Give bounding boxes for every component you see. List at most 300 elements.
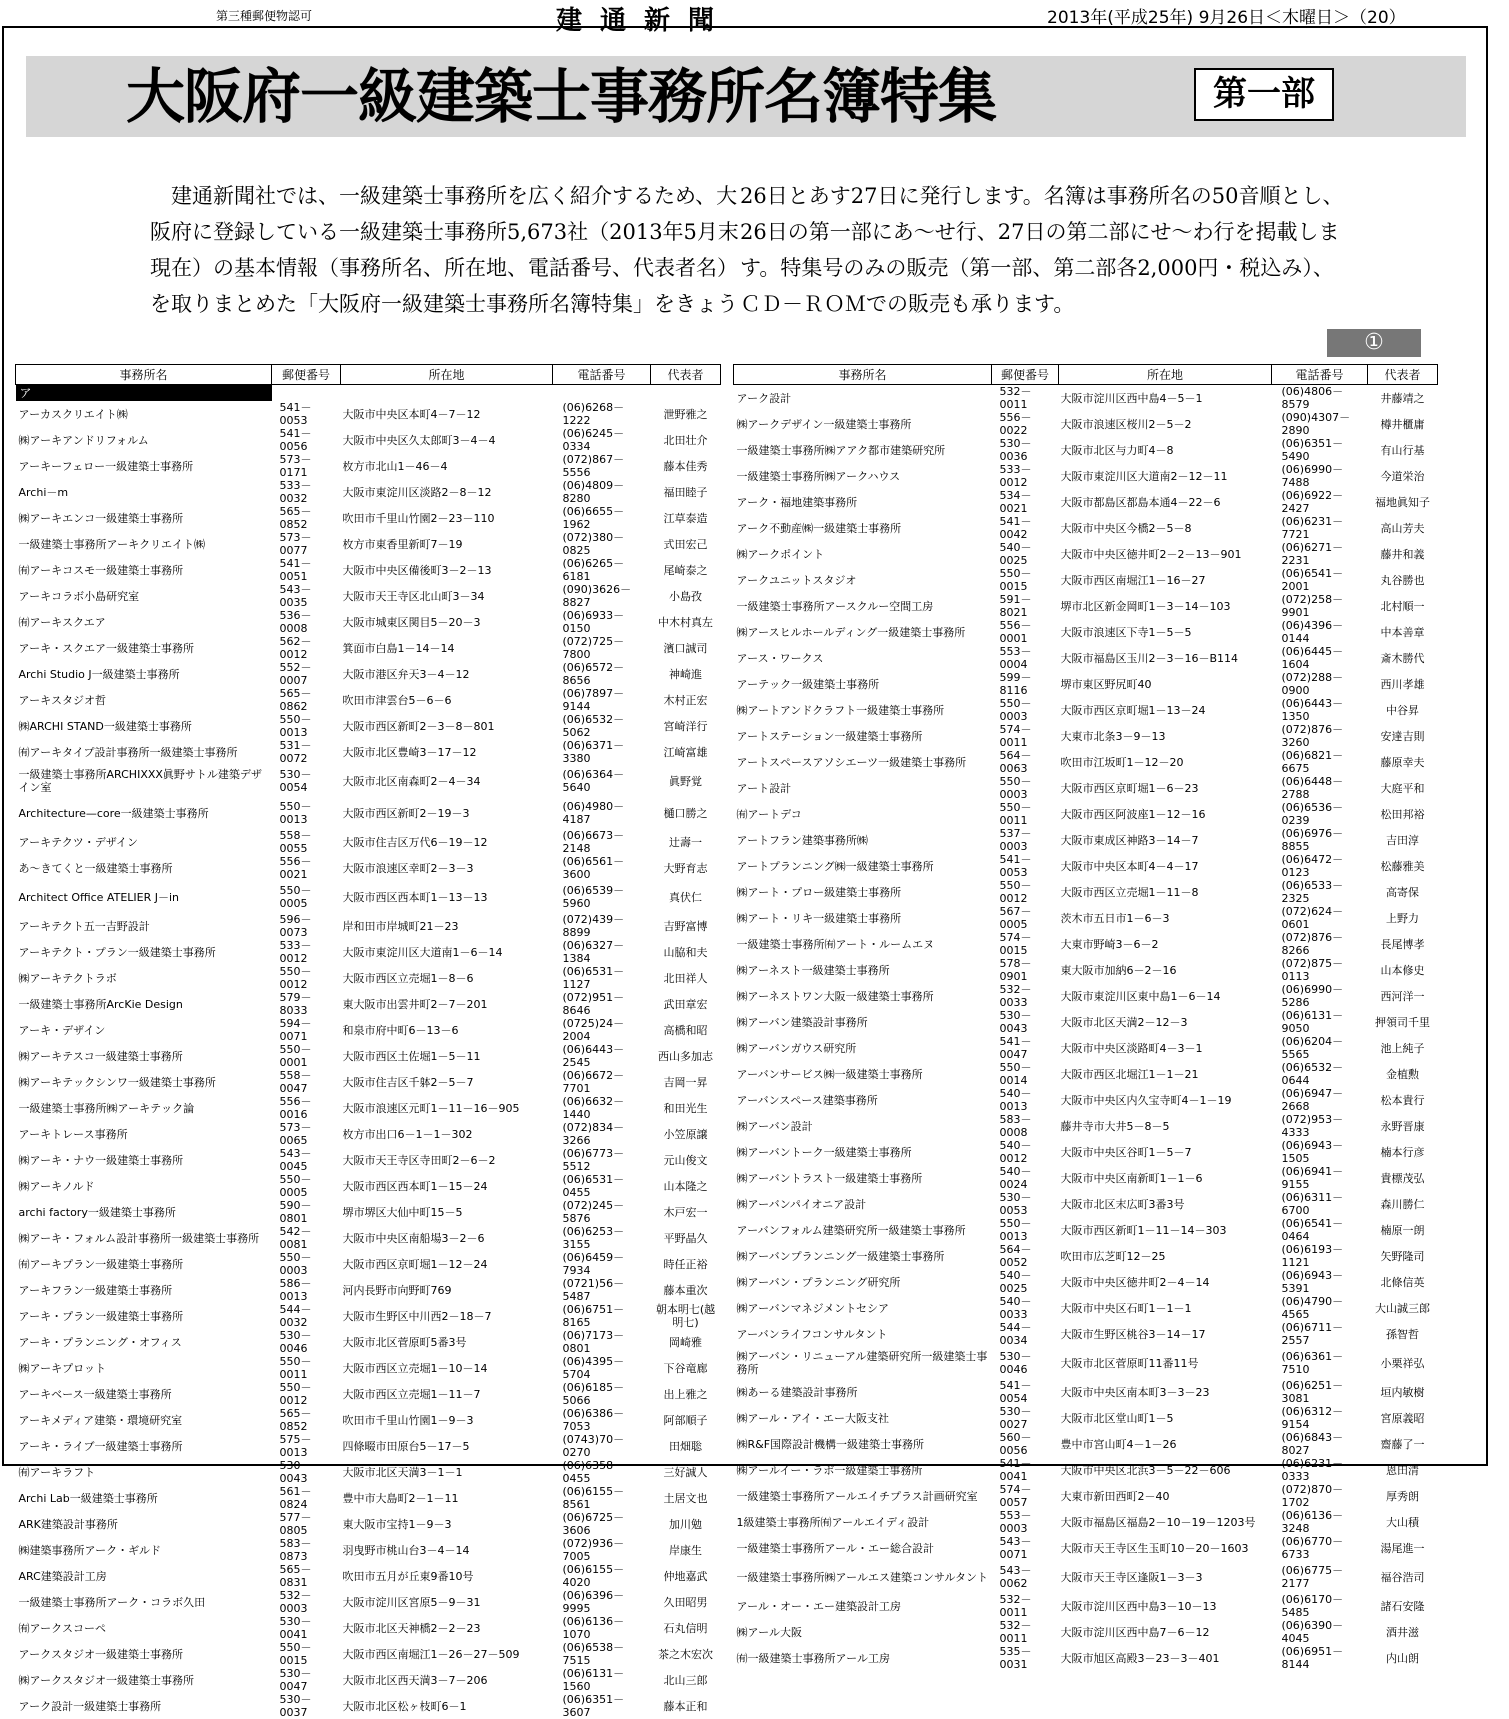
postal-code: 533－0032 bbox=[279, 479, 312, 505]
office-name: アーキ・プラン一級建築士事務所 bbox=[18, 1309, 184, 1323]
office-name: ㈱アーキテックシンワ一級建築士事務所 bbox=[18, 1075, 216, 1089]
phone-number: (06)6231－7721 bbox=[1281, 515, 1344, 541]
office-name: ㈱アーバン設計 bbox=[736, 1119, 813, 1133]
representative: 真伏仁 bbox=[669, 890, 702, 904]
representative: 中本善章 bbox=[1380, 625, 1425, 639]
phone-number: (06)6773－5512 bbox=[562, 1147, 625, 1173]
address: 大阪市西区京町堀1－12－24 bbox=[342, 1257, 488, 1271]
representative: 石丸信明 bbox=[663, 1621, 708, 1635]
address: 大阪市港区弁天3－4－12 bbox=[342, 667, 470, 681]
phone-number: (06)6976－8855 bbox=[1281, 827, 1344, 853]
address: 大阪市北区菅原町11番11号 bbox=[1060, 1356, 1199, 1370]
table-row bbox=[734, 1243, 1438, 1269]
table-row bbox=[734, 1561, 1438, 1593]
phone-number: (06)6371－3380 bbox=[562, 739, 625, 765]
postal-code: 550－0014 bbox=[999, 1061, 1032, 1087]
office-name: 一級建築士事務所アーキクリエイト㈱ bbox=[18, 537, 205, 551]
representative: 山本隆之 bbox=[663, 1179, 708, 1193]
representative: 上野力 bbox=[1386, 911, 1419, 925]
address: 大阪市中央区徳井町2－2－13－901 bbox=[1060, 547, 1242, 561]
table-row bbox=[16, 1303, 721, 1329]
postal-code: 530－0043 bbox=[999, 1009, 1032, 1035]
table-row bbox=[16, 1693, 721, 1719]
phone-number: (06)6536－0239 bbox=[1281, 801, 1344, 827]
phone-number: (06)6448－2788 bbox=[1281, 775, 1344, 801]
postal-code: 541－0051 bbox=[279, 557, 312, 583]
address: 東大阪市加納6－2－16 bbox=[1060, 963, 1177, 977]
address: 大阪市東淀川区大道南2－12－11 bbox=[1060, 469, 1228, 483]
representative: 和田光生 bbox=[663, 1101, 708, 1115]
representative: 金植勲 bbox=[1386, 1067, 1419, 1081]
address: 大阪市中央区南船場3－2－6 bbox=[342, 1231, 485, 1245]
issue-date: 2013年(平成25年) 9月26日＜木曜日＞（20） bbox=[1047, 8, 1406, 28]
phone-number: (090)4307－2890 bbox=[1281, 411, 1351, 437]
representative: 松本貴行 bbox=[1380, 1093, 1425, 1107]
phone-number: (06)6538－7515 bbox=[562, 1641, 625, 1667]
representative: 木戸宏一 bbox=[663, 1205, 708, 1219]
office-name: 一級建築士事務所アースクルー空間工房 bbox=[736, 599, 934, 613]
representative: 元山俊文 bbox=[663, 1153, 708, 1167]
postal-code: 565－0852 bbox=[279, 505, 312, 531]
table-row bbox=[734, 1619, 1438, 1645]
part-label: 第一部 bbox=[1194, 68, 1334, 121]
office-name: 一級建築士事務所㈲アート・ルームエヌ bbox=[736, 937, 935, 951]
office-name: ARK建築設計事務所 bbox=[18, 1517, 118, 1531]
address: 大阪市北区天神橋2－2－23 bbox=[342, 1621, 481, 1635]
intro-line: 阪府に登録している一級建築士事務所5,673社（2013年5月末 bbox=[150, 220, 739, 244]
address: 大阪市城東区関目5－20－3 bbox=[342, 615, 481, 629]
address: 枚方市北山1－46－4 bbox=[342, 459, 448, 473]
representative: 吉岡一昇 bbox=[663, 1075, 708, 1089]
postal-code: 561－0824 bbox=[279, 1485, 312, 1511]
table-row bbox=[16, 713, 721, 739]
table-row bbox=[16, 797, 721, 829]
table-row bbox=[16, 1251, 721, 1277]
table-row bbox=[16, 1069, 721, 1095]
office-name: アークスタジオ一級建築士事務所 bbox=[18, 1647, 184, 1661]
office-name: ㈱アークポイント bbox=[736, 547, 825, 561]
postal-code: 556－0022 bbox=[999, 411, 1032, 437]
table-row bbox=[16, 1043, 721, 1069]
address: 大阪市中央区淡路町4－3－1 bbox=[1060, 1041, 1203, 1055]
postal-code: 543－0035 bbox=[279, 583, 312, 609]
representative: 阿部順子 bbox=[663, 1413, 708, 1427]
postal-code: 550－0012 bbox=[279, 1381, 312, 1407]
address: 羽曳野市桃山台3－4－14 bbox=[342, 1543, 470, 1557]
col-header-zip: 郵便番号 bbox=[272, 365, 341, 385]
table-row bbox=[16, 1121, 721, 1147]
phone-number: (06)6531－0455 bbox=[562, 1173, 625, 1199]
table-row bbox=[16, 1485, 721, 1511]
table-row bbox=[734, 593, 1438, 619]
office-name: アーキテクツ・デザイン bbox=[18, 835, 138, 849]
address: 吹田市千里山竹園2－23－110 bbox=[342, 511, 495, 525]
office-name: アーク不動産㈱一級建築士事務所 bbox=[736, 521, 902, 535]
table-row bbox=[16, 479, 721, 505]
address: 大阪市北区天満3－1－1 bbox=[342, 1465, 463, 1479]
address: 藤井寺市大井5－8－5 bbox=[1060, 1119, 1170, 1133]
representative: 酒井滋 bbox=[1386, 1625, 1419, 1639]
office-name: アーク設計一級建築士事務所 bbox=[18, 1699, 162, 1713]
phone-number: (06)6155－8561 bbox=[562, 1485, 625, 1511]
address: 大阪市浪速区元町1－11－16－905 bbox=[342, 1101, 520, 1115]
postal-code: 530－0043 bbox=[279, 1459, 312, 1485]
representative: 垣内敏樹 bbox=[1380, 1385, 1425, 1399]
postal-code: 541－0053 bbox=[279, 401, 312, 427]
table-row bbox=[16, 765, 721, 797]
phone-number: (06)6445－1604 bbox=[1281, 645, 1344, 671]
phone-number: (06)6990－5286 bbox=[1281, 983, 1344, 1009]
col-header-name: 事務所名 bbox=[734, 365, 992, 385]
address: 大阪市西区立売堀1－10－14 bbox=[342, 1361, 488, 1375]
office-name: アーキ・プランニング・オフィス bbox=[18, 1335, 182, 1349]
postal-code: 550－0005 bbox=[279, 1173, 312, 1199]
postal-code: 556－0001 bbox=[999, 619, 1032, 645]
postal-code: 541－0047 bbox=[999, 1035, 1032, 1061]
office-name: ㈱アーネストワン大阪一級建築士事務所 bbox=[736, 989, 934, 1003]
representative: 永野晋康 bbox=[1380, 1119, 1425, 1133]
table-row bbox=[734, 1165, 1438, 1191]
phone-number: (06)6351－3607 bbox=[562, 1693, 625, 1719]
phone-number: (06)7173－0801 bbox=[562, 1329, 625, 1355]
address: 大阪市中央区久太郎町3－4－4 bbox=[342, 433, 496, 447]
office-name: ㈲アーキタイプ設計事務所一級建築士事務所 bbox=[18, 745, 238, 759]
phone-number: (06)6943－1505 bbox=[1281, 1139, 1344, 1165]
postal-code: 541－0054 bbox=[999, 1379, 1032, 1405]
table-row bbox=[734, 749, 1438, 775]
office-name: Architecture—core一級建築士事務所 bbox=[18, 806, 209, 820]
phone-number: (06)6459－7934 bbox=[562, 1251, 625, 1277]
table-row bbox=[16, 687, 721, 713]
phone-number: (072)876－8266 bbox=[1281, 931, 1344, 957]
table-row bbox=[16, 1615, 721, 1641]
office-name: アーキ・スクエア一級建築士事務所 bbox=[18, 641, 194, 655]
postal-code: 530－0041 bbox=[279, 1615, 312, 1641]
address: 堺市堺区大仙中町15－5 bbox=[342, 1205, 463, 1219]
representative: 福田睦子 bbox=[663, 485, 708, 499]
postal-code: 565－0831 bbox=[279, 1563, 312, 1589]
table-row bbox=[734, 463, 1438, 489]
office-name: アーキフラン一級建築士事務所 bbox=[18, 1283, 173, 1297]
address: 大阪市西区西本町1－13－13 bbox=[342, 890, 488, 904]
phone-number: (06)6775－2177 bbox=[1281, 1564, 1344, 1590]
office-name: ㈲一級建築士事務所アール工房 bbox=[736, 1651, 890, 1665]
phone-number: (0725)24－2004 bbox=[562, 1017, 625, 1043]
address: 大阪市住吉区千躰2－5－7 bbox=[342, 1075, 474, 1089]
postal-code: 530－0027 bbox=[999, 1405, 1032, 1431]
representative: 丸谷勝也 bbox=[1380, 573, 1425, 587]
phone-number: (06)6386－7053 bbox=[562, 1407, 625, 1433]
table-row bbox=[734, 853, 1438, 879]
table-row bbox=[16, 557, 721, 583]
representative: 藤本正和 bbox=[663, 1699, 708, 1713]
representative: 森川勝仁 bbox=[1380, 1197, 1425, 1211]
phone-number: (072)245－5876 bbox=[562, 1199, 625, 1225]
section-label: ア bbox=[16, 385, 272, 402]
representative: 式田宏己 bbox=[663, 537, 708, 551]
phone-number: (06)6990－7488 bbox=[1281, 463, 1344, 489]
address: 大東市野崎3－6－2 bbox=[1060, 937, 1159, 951]
postal-code: 530－0036 bbox=[999, 437, 1032, 463]
address: 大阪市北区天満2－12－3 bbox=[1060, 1015, 1188, 1029]
table-row bbox=[16, 939, 721, 965]
postal-code: 560－0056 bbox=[999, 1431, 1032, 1457]
address: 大阪市中央区北浜3－5－22－606 bbox=[1060, 1463, 1231, 1477]
phone-number: (06)6312－9154 bbox=[1281, 1405, 1344, 1431]
representative: 小島孜 bbox=[669, 589, 702, 603]
office-name: ㈱アート・リキ一級建築士事務所 bbox=[736, 911, 902, 925]
office-name: アートフラン建築事務所㈱ bbox=[736, 833, 868, 847]
table-row bbox=[734, 983, 1438, 1009]
table-row bbox=[16, 453, 721, 479]
table-row bbox=[734, 905, 1438, 931]
table-row bbox=[16, 1329, 721, 1355]
phone-number: (06)6725－3606 bbox=[562, 1511, 625, 1537]
col-header-rep: 代表者 bbox=[1368, 365, 1438, 385]
table-row bbox=[16, 609, 721, 635]
representative: 土居文也 bbox=[663, 1491, 708, 1505]
representative: 福谷浩司 bbox=[1380, 1570, 1425, 1584]
office-name: ㈱アークスタジオ一級建築士事務所 bbox=[18, 1673, 195, 1687]
office-name: ㈱アーキ・フォルム設計事務所一級建築士事務所 bbox=[18, 1231, 260, 1245]
representative: 井藤靖之 bbox=[1380, 391, 1425, 405]
address: 茨木市五日市1－6－3 bbox=[1060, 911, 1170, 925]
phone-number: (06)6358－0455 bbox=[562, 1459, 625, 1485]
postal-code: 535－0031 bbox=[999, 1645, 1032, 1671]
phone-number: (06)6265－6181 bbox=[562, 557, 625, 583]
phone-number: (06)6193－1121 bbox=[1281, 1243, 1344, 1269]
phone-number: (06)6672－7701 bbox=[562, 1069, 625, 1095]
phone-number: (072)936－7005 bbox=[562, 1537, 625, 1563]
representative: 楠原一朗 bbox=[1380, 1223, 1425, 1237]
postal-code: 540－0025 bbox=[999, 541, 1032, 567]
table-row bbox=[734, 697, 1438, 723]
office-name: アート設計 bbox=[736, 781, 792, 795]
postal-code: 550－0003 bbox=[999, 697, 1032, 723]
phone-number: (06)4806－8579 bbox=[1281, 385, 1344, 411]
representative: 中木村真左 bbox=[658, 615, 713, 629]
phone-number: (06)6541－0464 bbox=[1281, 1217, 1344, 1243]
phone-number: (090)3626－8827 bbox=[562, 583, 632, 609]
phone-number: (06)4395－5704 bbox=[562, 1355, 625, 1381]
table-row bbox=[16, 829, 721, 855]
office-name: 一級建築士事務所アール・エー総合設計 bbox=[736, 1541, 934, 1555]
representative: 江草泰造 bbox=[663, 511, 708, 525]
intro-line: を取りまとめた「大阪府一級建築士事務所名簿特集」をきょう bbox=[150, 292, 738, 316]
table-row bbox=[734, 1295, 1438, 1321]
table-row bbox=[734, 489, 1438, 515]
postal-code: 553－0004 bbox=[999, 645, 1032, 671]
office-name: アーバンスペース建築事務所 bbox=[736, 1093, 878, 1107]
phone-number: (072)439－8899 bbox=[562, 913, 625, 939]
intro-line: す。特集号のみの販売（第一部、第二部各2,000円・税込み）、 bbox=[740, 256, 1334, 280]
representative: 松田邦裕 bbox=[1380, 807, 1425, 821]
representative: 樽井櫃庸 bbox=[1380, 417, 1425, 431]
phone-number: (06)6327－1384 bbox=[562, 939, 625, 965]
intro-line: 建通新聞社では、一級建築士事務所を広く紹介するため、大 bbox=[150, 184, 738, 208]
representative: 今道栄治 bbox=[1380, 469, 1425, 483]
phone-number: (06)6185－5066 bbox=[562, 1381, 625, 1407]
representative: 北村順一 bbox=[1380, 599, 1425, 613]
postal-code: 550－0011 bbox=[279, 1355, 312, 1381]
table-row bbox=[16, 1537, 721, 1563]
postal-code: 574－0057 bbox=[999, 1483, 1032, 1509]
postal-code: 531－0072 bbox=[279, 739, 312, 765]
address: 大阪市西区新町2－3－8－801 bbox=[342, 719, 495, 733]
representative: 江崎富雄 bbox=[663, 745, 708, 759]
phone-number: (06)6922－2427 bbox=[1281, 489, 1344, 515]
phone-number: (06)6271－2231 bbox=[1281, 541, 1344, 567]
phone-number: (06)6941－9155 bbox=[1281, 1165, 1344, 1191]
postal-code: 552－0007 bbox=[279, 661, 312, 687]
postal-code: 543－0045 bbox=[279, 1147, 312, 1173]
address: 大阪市西区北堀江1－1－21 bbox=[1060, 1067, 1199, 1081]
office-name: ㈱ARCHI STAND一級建築士事務所 bbox=[18, 719, 192, 733]
postal-code: 540－0012 bbox=[999, 1139, 1032, 1165]
phone-number: (06)4396－0144 bbox=[1281, 619, 1344, 645]
representative: 茶之木宏次 bbox=[658, 1647, 713, 1661]
address: 大阪市中央区徳井町2－4－14 bbox=[1060, 1275, 1210, 1289]
table-row bbox=[734, 1593, 1438, 1619]
phone-number: (06)6539－5960 bbox=[562, 884, 625, 910]
phone-number: (06)6245－0334 bbox=[562, 427, 625, 453]
address: 大阪市北区与力町4－8 bbox=[1060, 443, 1174, 457]
office-name: archi factory一級建築士事務所 bbox=[18, 1205, 176, 1219]
office-name: 一級建築士事務所㈱アークハウス bbox=[736, 469, 901, 483]
postal-code: 556－0021 bbox=[279, 855, 312, 881]
postal-code: 583－0008 bbox=[999, 1113, 1032, 1139]
phone-number: (06)6396－9995 bbox=[562, 1589, 625, 1615]
office-name: ㈱アールイー・ラボ一級建築士事務所 bbox=[736, 1463, 923, 1477]
postal-code: 543－0062 bbox=[999, 1564, 1032, 1590]
postal-code: 537－0003 bbox=[999, 827, 1032, 853]
table-row bbox=[734, 1113, 1438, 1139]
address: 大阪市西区立売堀1－11－7 bbox=[342, 1387, 481, 1401]
phone-number: (072)875－0113 bbox=[1281, 957, 1344, 983]
address: 大阪市東淀川区東中島1－6－14 bbox=[1060, 989, 1221, 1003]
representative: 岡崎雅 bbox=[669, 1335, 702, 1349]
postal-code: 550－0011 bbox=[999, 801, 1032, 827]
representative: 斎木勝代 bbox=[1380, 651, 1425, 665]
office-name: ㈱アーバンマネジメントセシア bbox=[736, 1301, 889, 1315]
office-name: アース・ワークス bbox=[736, 651, 824, 665]
phone-number: (072)951－8646 bbox=[562, 991, 625, 1017]
office-name: ㈲アークスコーペ bbox=[18, 1621, 107, 1635]
office-name: アーバンサービス㈱一級建築士事務所 bbox=[736, 1067, 923, 1081]
office-name: Architect Office ATELIER J－in bbox=[18, 890, 179, 904]
office-name: Archi Lab一級建築士事務所 bbox=[18, 1491, 158, 1505]
representative: 木村正宏 bbox=[663, 693, 708, 707]
representative: 高山芳夫 bbox=[1380, 521, 1425, 535]
representative: 武田章宏 bbox=[663, 997, 708, 1011]
phone-number: (06)6251－3081 bbox=[1281, 1379, 1344, 1405]
intro-line: ＣＤ－ＲＯＭでの販売も承ります。 bbox=[740, 292, 1075, 316]
representative: 藤本重次 bbox=[663, 1283, 708, 1297]
representative: 田畑聡 bbox=[669, 1439, 702, 1453]
address: 大阪市西区京町堀1－6－23 bbox=[1060, 781, 1199, 795]
address: 大阪市西区立売堀1－8－6 bbox=[342, 971, 474, 985]
representative: 眞野覚 bbox=[669, 774, 702, 788]
phone-number: (06)6136－3248 bbox=[1281, 1509, 1344, 1535]
postal-code: 532－0011 bbox=[999, 1593, 1032, 1619]
representative: 藤井和義 bbox=[1380, 547, 1425, 561]
postal-code: 550－0003 bbox=[999, 775, 1032, 801]
table-row bbox=[16, 1277, 721, 1303]
table-row bbox=[734, 1483, 1438, 1509]
directory-table-left bbox=[15, 364, 721, 1719]
postal-code: 553－0003 bbox=[999, 1509, 1032, 1535]
address: 大阪市東淀川区淡路2－8－12 bbox=[342, 485, 492, 499]
phone-number: (06)4980－4187 bbox=[562, 800, 625, 826]
table-row bbox=[734, 775, 1438, 801]
phone-number: (06)6933－0150 bbox=[562, 609, 625, 635]
table-row bbox=[16, 427, 721, 453]
representative: 時任正裕 bbox=[663, 1257, 708, 1271]
representative: 北條信英 bbox=[1380, 1275, 1425, 1289]
phone-number: (06)6532－5062 bbox=[562, 713, 625, 739]
postal-code: 530－0053 bbox=[999, 1191, 1032, 1217]
office-name: 一級建築士事務所アーク・コラボ久田 bbox=[18, 1595, 206, 1609]
col-header-address: 所在地 bbox=[1059, 365, 1272, 385]
postal-code: 532－0003 bbox=[279, 1589, 312, 1615]
representative: 高寄保 bbox=[1386, 885, 1419, 899]
phone-number: (06)6632－1440 bbox=[562, 1095, 625, 1121]
postal-code: 542－0081 bbox=[279, 1225, 312, 1251]
address: 大阪市中央区谷町1－5－7 bbox=[1060, 1145, 1192, 1159]
address: 大阪市中央区石町1－1－1 bbox=[1060, 1301, 1192, 1315]
table-row bbox=[16, 1511, 721, 1537]
office-name: ㈱アークデザイン一級建築士事務所 bbox=[736, 417, 912, 431]
postal-code: 530－0054 bbox=[279, 768, 312, 794]
table-row bbox=[16, 991, 721, 1017]
representative: 中谷昇 bbox=[1386, 703, 1419, 717]
address: 大阪市浪速区幸町2－3－3 bbox=[342, 861, 474, 875]
office-name: ㈱アーバン・リニューアル建築研究所一級建築士事務所 bbox=[736, 1350, 988, 1376]
phone-number: (06)6361－7510 bbox=[1281, 1350, 1344, 1376]
office-name: ㈱アール・アイ・エー大阪支社 bbox=[736, 1411, 889, 1425]
postal-code: 594－0071 bbox=[279, 1017, 312, 1043]
office-name: ㈱アーキプロット bbox=[18, 1361, 106, 1375]
postal-code: 550－0013 bbox=[279, 713, 312, 739]
table-row bbox=[734, 411, 1438, 437]
representative: 藤本佳秀 bbox=[663, 459, 708, 473]
address: 東大阪市宝持1－9－3 bbox=[342, 1517, 452, 1531]
office-name: 1級建築士事務所㈲アールエイディ設計 bbox=[736, 1515, 930, 1529]
postal-code: 573－0065 bbox=[279, 1121, 312, 1147]
table-row bbox=[16, 1095, 721, 1121]
table-row bbox=[16, 965, 721, 991]
postal-code: 530－0046 bbox=[279, 1329, 312, 1355]
phone-number: (06)6231－0333 bbox=[1281, 1457, 1344, 1483]
representative: 山本修史 bbox=[1380, 963, 1425, 977]
address: 大阪市西区新町1－11－14－303 bbox=[1060, 1223, 1227, 1237]
phone-number: (072)380－0825 bbox=[562, 531, 625, 557]
phone-number: (0743)70－0270 bbox=[562, 1433, 625, 1459]
address: 大阪市中央区備後町3－2－13 bbox=[342, 563, 492, 577]
address: 枚方市東香里新町7－19 bbox=[342, 537, 463, 551]
address: 吹田市千里山竹園1－9－3 bbox=[342, 1413, 474, 1427]
office-name: 一級建築士事務所㈱アーキテック論 bbox=[18, 1101, 195, 1115]
phone-number: (06)6131－9050 bbox=[1281, 1009, 1344, 1035]
phone-number: (06)6268－1222 bbox=[562, 401, 625, 427]
address: 大阪市浪速区下寺1－5－5 bbox=[1060, 625, 1192, 639]
table-row bbox=[734, 931, 1438, 957]
phone-number: (06)4790－4565 bbox=[1281, 1295, 1344, 1321]
representative: 平野晶久 bbox=[663, 1231, 708, 1245]
address: 大阪市福島区福島2－10－19－1203号 bbox=[1060, 1515, 1256, 1529]
phone-number: (06)6947－2668 bbox=[1281, 1087, 1344, 1113]
office-name: アーキーフェロー一級建築士事務所 bbox=[18, 459, 194, 473]
